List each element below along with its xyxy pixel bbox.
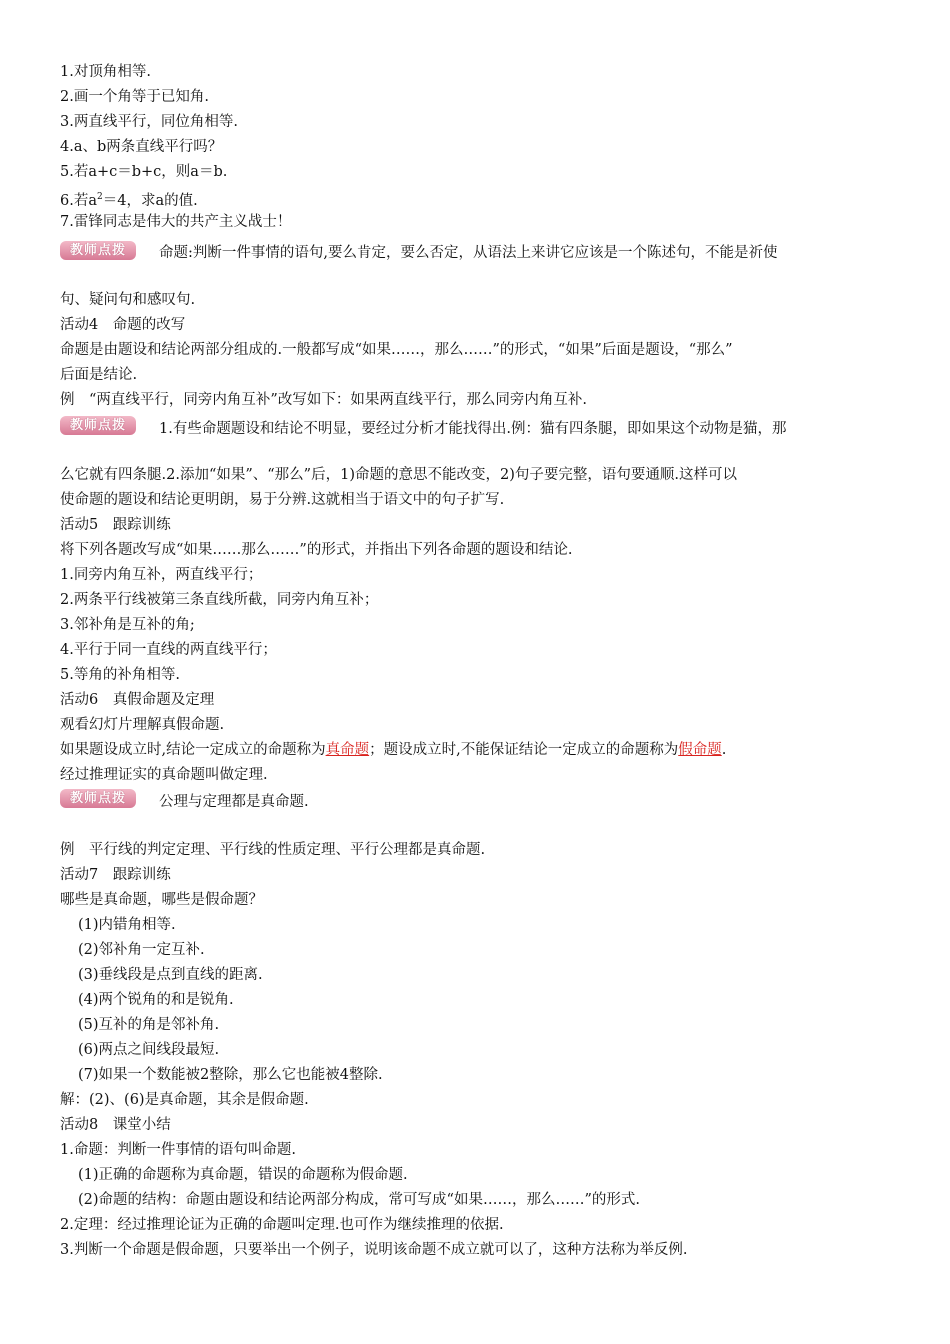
teacher-tip-3 [60, 788, 460, 810]
activity-6-paragraph-3: 经过推理证实的真命题叫做定理. [60, 767, 268, 783]
activity-4-title: 活动4 命题的改写 [60, 317, 186, 333]
activity-6-paragraph-1: 观看幻灯片理解真假命题. [60, 717, 225, 733]
teacher-tip-3-text: 公理与定理都是真命题. [159, 794, 309, 810]
statement-6-exponent: 2 [96, 192, 103, 202]
statement-7: 7.雷锋同志是伟大的共产主义战士！ [60, 214, 292, 230]
summary-line: 2.定理：经过推理论证为正确的命题叫定理.也可作为继续推理的依据. [60, 1217, 504, 1233]
activity-8-title: 活动8 课堂小结 [60, 1117, 171, 1133]
statement-6 [60, 187, 198, 211]
activity-6-paragraph-2 [60, 740, 726, 760]
teacher-tip-1-continuation: 句、疑问句和感叹句. [60, 292, 196, 308]
summary-line: 1.命题：判断一件事情的语句叫命题. [60, 1142, 296, 1158]
statement-6-suffix: ＝4，求a的值. [102, 193, 198, 209]
activity-7-question: 哪些是真命题，哪些是假命题？ [60, 892, 263, 908]
teacher-tip-2-continuation-1: 么它就有四条腿.2.添加“如果”、“那么”后，1)命题的意思不能改变，2)句子要完整，语句要通顺.这样可以 [60, 467, 737, 483]
statement-2: 2.画一个角等于已知角. [60, 89, 209, 105]
teacher-tip-1 [60, 240, 940, 262]
activity-4-paragraph-2: 后面是结论. [60, 367, 138, 383]
activity-7-item: (3)垂线段是点到直线的距离. [78, 967, 263, 983]
summary-line: (1)正确的命题称为真命题，错误的命题称为假命题. [78, 1167, 408, 1183]
activity-7-item: (5)互补的角是邻补角. [78, 1017, 220, 1033]
activity-5-item: 5.等角的补角相等. [60, 667, 180, 683]
false-proposition-term: 假命题 [678, 742, 722, 758]
teacher-tip-badge: 教师点拨 [60, 416, 136, 435]
summary-line: 3.判断一个命题是假命题，只要举出一个例子，说明该命题不成立就可以了，这种方法称为举反例. [60, 1242, 688, 1258]
activity-5-item: 1.同旁内角互补，两直线平行； [60, 567, 263, 583]
teacher-tip-badge: 教师点拨 [60, 789, 136, 808]
activity-5-item: 2.两条平行线被第三条直线所截，同旁内角互补； [60, 592, 379, 608]
statement-1: 1.对顶角相等. [60, 64, 151, 80]
activity-7-item: (7)如果一个数能被2整除，那么它也能被4整除. [78, 1067, 383, 1083]
activity-5-item: 3.邻补角是互补的角; [60, 617, 195, 633]
statement-3: 3.两直线平行，同位角相等. [60, 114, 238, 130]
activity-7-item: (4)两个锐角的和是锐角. [78, 992, 234, 1008]
teacher-tip-badge: 教师点拨 [60, 241, 136, 260]
definition-text: . [721, 742, 727, 758]
statement-6-prefix: 6.若a [60, 193, 97, 209]
activity-7-item: (6)两点之间线段最短. [78, 1042, 220, 1058]
activity-5-instruction: 将下列各题改写成“如果……那么……”的形式，并指出下列各命题的题设和结论. [60, 542, 573, 558]
statement-4: 4.a、b两条直线平行吗？ [60, 139, 223, 155]
activity-5-item: 4.平行于同一直线的两直线平行； [60, 642, 277, 658]
summary-line: (2)命题的结构：命题由题设和结论两部分构成，常可写成“如果……，那么……”的形式. [78, 1192, 640, 1208]
true-proposition-term: 真命题 [325, 742, 370, 758]
definition-text: 如果题设成立时,结论一定成立的命题称为 [60, 742, 326, 758]
activity-7-title: 活动7 跟踪训练 [60, 867, 171, 883]
teacher-tip-2-text: 1.有些命题题设和结论不明显，要经过分析才能找得出.例：猫有四条腿，即如果这个动物是猫，那 [159, 421, 787, 437]
activity-7-item: (1)内错角相等. [78, 917, 176, 933]
teacher-tip-2-continuation-2: 使命题的题设和结论更明朗，易于分辨.这就相当于语文中的句子扩写. [60, 492, 505, 508]
activity-4-example: 例 “两直线平行，同旁内角互补”改写如下：如果两直线平行，那么同旁内角互补. [60, 392, 587, 408]
activity-6-title: 活动6 真假命题及定理 [60, 692, 215, 708]
activity-5-title: 活动5 跟踪训练 [60, 517, 171, 533]
activity-7-answer: 解：(2)、(6)是真命题，其余是假命题. [60, 1092, 309, 1108]
example-2: 例 平行线的判定定理、平行线的性质定理、平行公理都是真命题. [60, 842, 486, 858]
activity-7-item: (2)邻补角一定互补. [78, 942, 205, 958]
activity-4-paragraph-1: 命题是由题设和结论两部分组成的.一般都写成“如果……，那么……”的形式，“如果”后面是题设，“那么” [60, 342, 733, 358]
teacher-tip-1-text: 命题:判断一件事情的语句,要么肯定，要么否定，从语法上来讲它应该是一个陈述句，不能是祈使 [159, 245, 778, 261]
teacher-tip-2 [60, 415, 940, 437]
definition-text: ；题设成立时,不能保证结论一定成立的命题称为 [369, 742, 679, 758]
statement-5: 5.若a+c＝b+c，则a＝b. [60, 164, 228, 180]
